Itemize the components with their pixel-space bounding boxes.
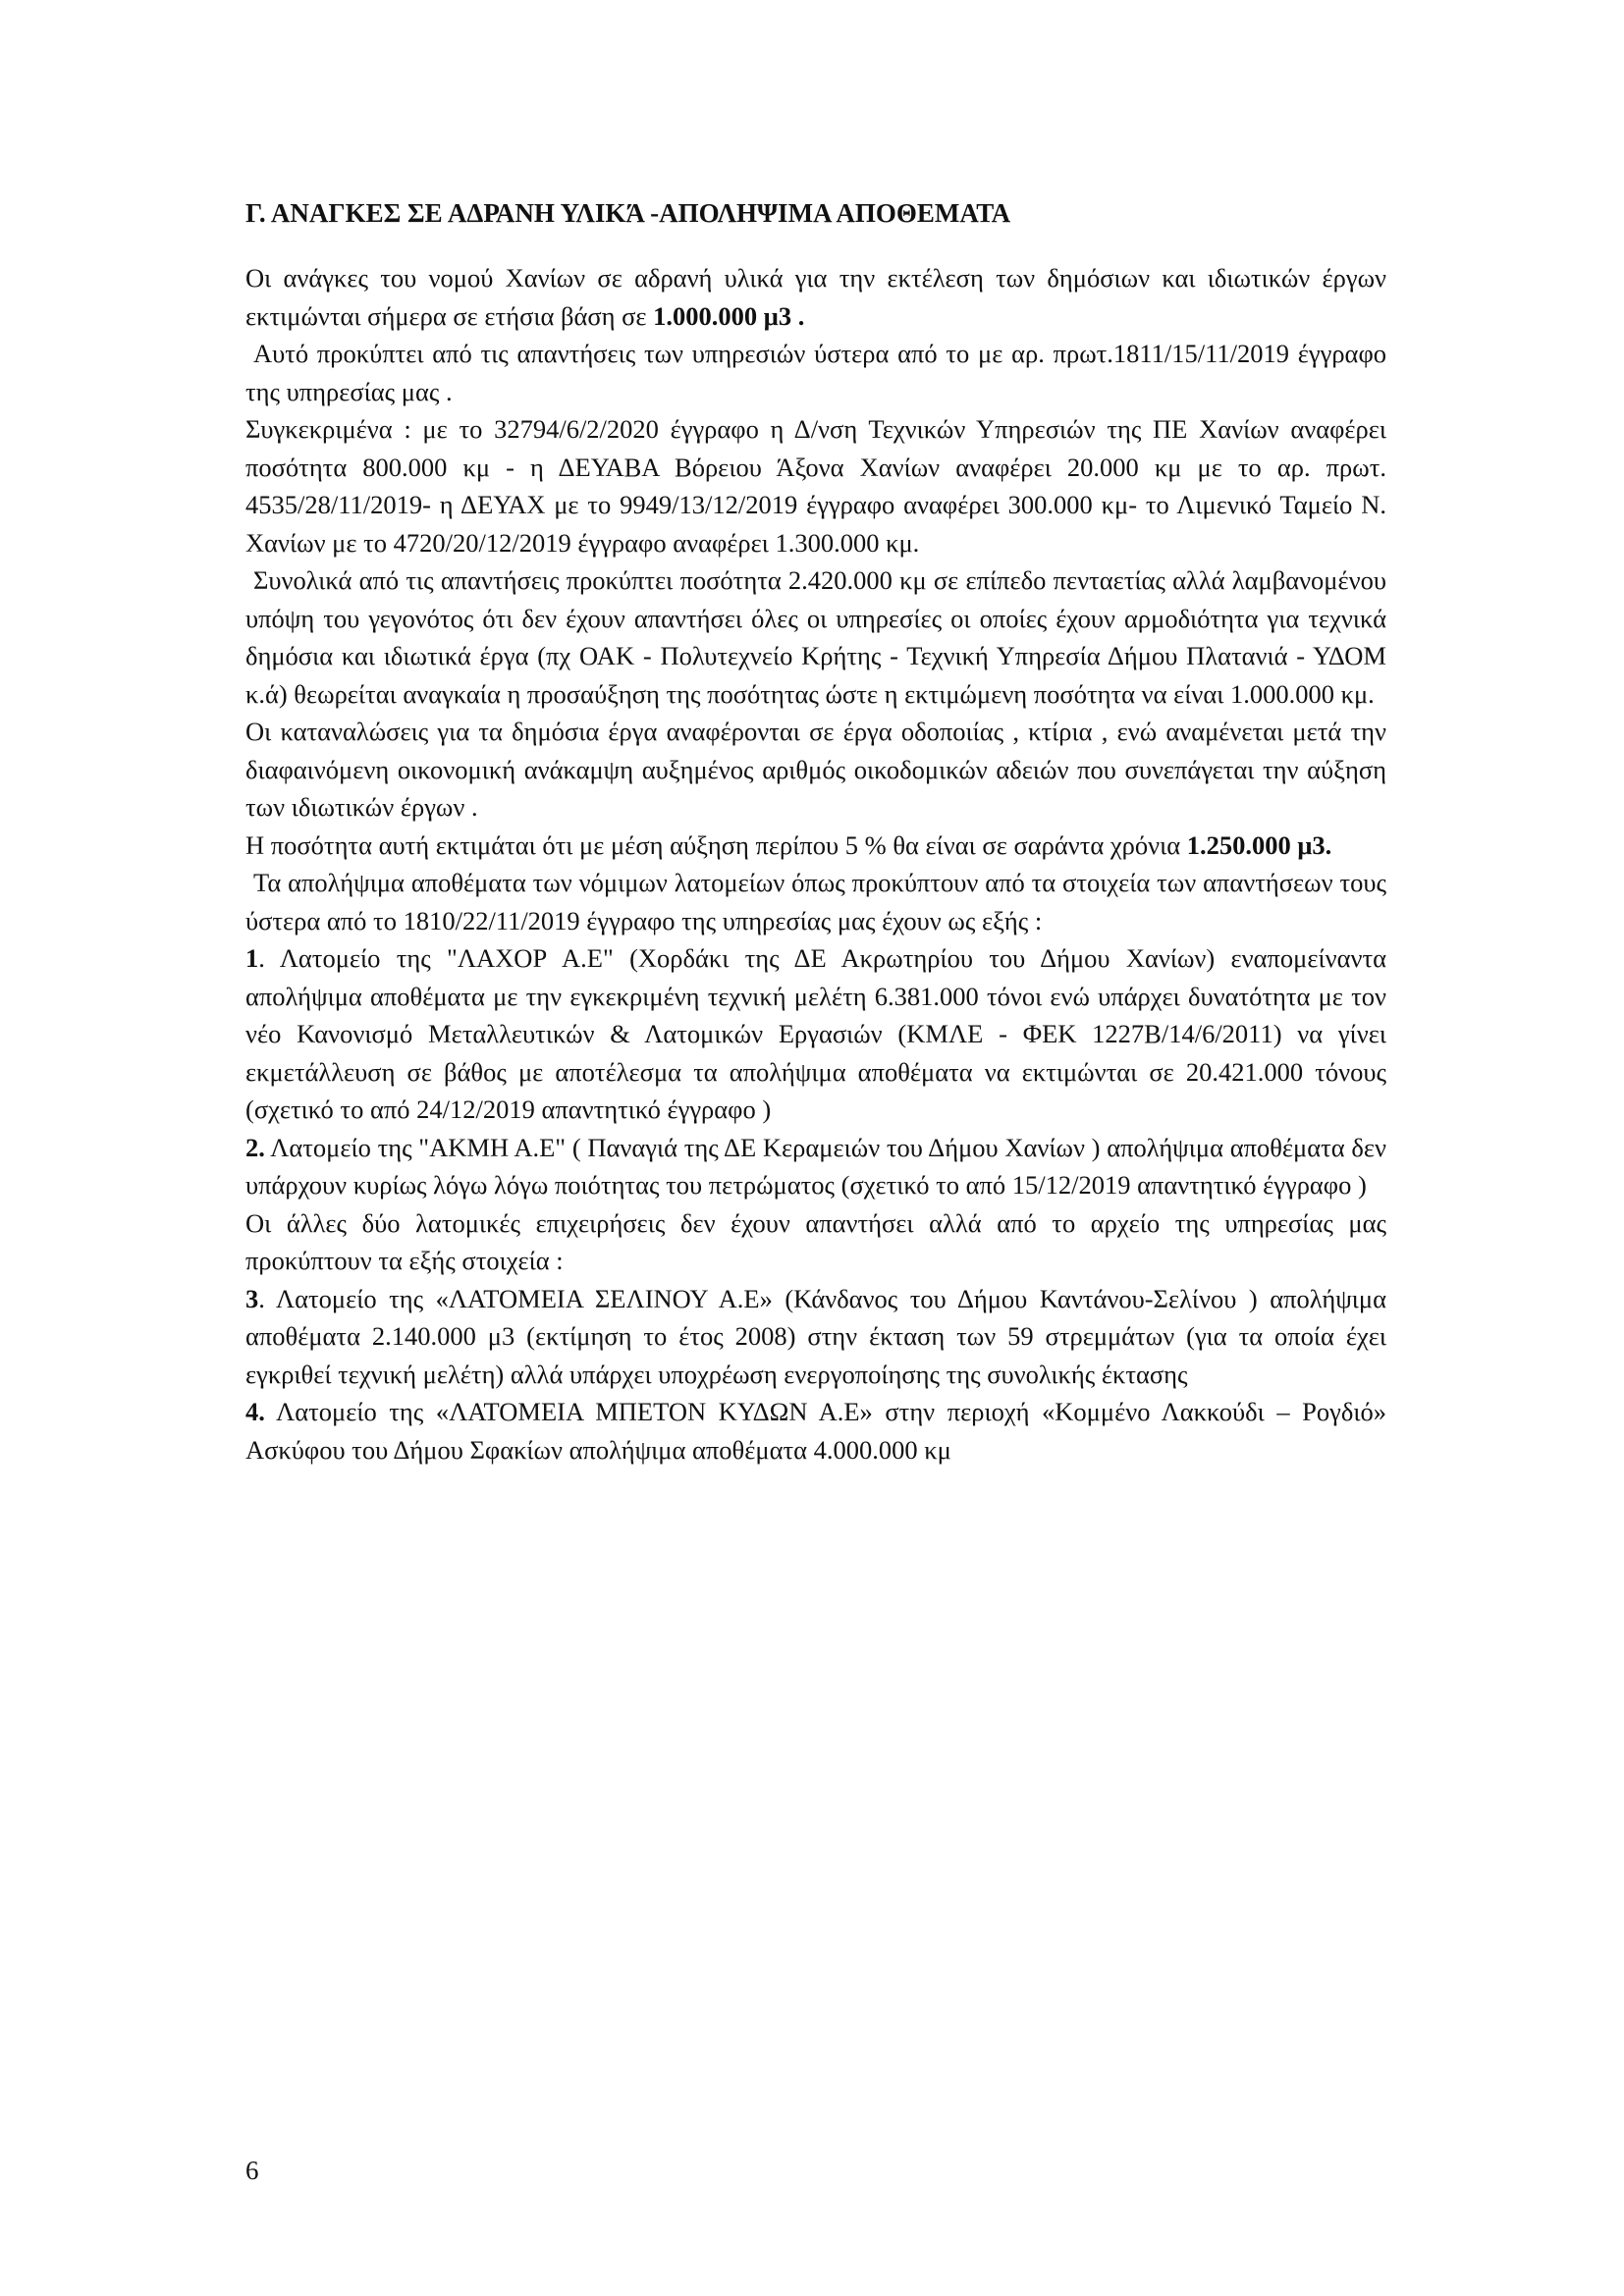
paragraph-consumption: Οι καταναλώσεις για τα δημόσια έργα αναφέρονται σε έργα οδοποιίας , κτίρια , ενώ αναμένεται μετά την διαφαινόμενη οικονομική ανάκαμψη αυξημένος αριθμός οικοδομικών αδειών που συνεπάγεται την αύξηση των ιδιωτικών έργων . (245, 717, 1386, 822)
bold-quantity: 1.000.000 μ3 . (653, 300, 805, 331)
paragraph-text: Οι ανάγκες του νομού Χανίων σε αδρανή υλικά για την εκτέλεση των δημόσιων και ιδιωτικών έργων εκτιμώνται σήμερα σε ετήσια βάση σε (245, 263, 1386, 331)
paragraph-reserves: Τα απολήψιμα αποθέματα των νόμιμων λατομείων όπως προκύπτουν από τα στοιχεία των απαντήσεων τους ύστερα από το 1810/22/11/2019 έγγραφο της υπηρεσίας μας έχουν ως εξής : (245, 868, 1386, 935)
page-number: 6 (245, 2156, 259, 2185)
item-number: 1 (245, 943, 259, 973)
section-heading: Γ. ΑΝΑΓΚΕΣ ΣΕ ΑΔΡΑΝΗ ΥΛΙΚΆ -ΑΠΟΛΗΨΙΜΑ ΑΠΟΘΕΜΑΤΑ (245, 198, 1011, 228)
item-text: . Λατομείο της "ΛΑΧΟΡ Α.Ε" (Χορδάκι της ΔΕ Ακρωτηρίου του Δήμου Χανίων) εναπομείναντα απολήψιμα αποθέματα με την εγκεκριμένη τεχνική μελέτη 6.381.000 τόνοι ενώ υπάρχει δυνατότητα με τον νέο Κανονισμό Μεταλλευτικών & Λατομικών Εργασιών (ΚΜΛΕ - ΦΕΚ 1227Β/14/6/2011) να γίνει εκμετάλλευση σε βάθος με αποτέλεσμα τα απολήψιμα αποθέματα να εκτιμώνται σε 20.421.000 τόνους (σχετικό το από 24/12/2019 απαντητικό έγγραφο ) (245, 943, 1386, 1124)
paragraph-total: Συνολικά από τις απαντήσεις προκύπτει ποσότητα 2.420.000 κμ σε επίπεδο πενταετίας αλλά λαμβανομένου υπόψη του γεγονότος ότι δεν έχουν απαντήσει όλες οι υπηρεσίες οι οποίες έχουν αρμοδιότητα για τεχνικά δημόσια και ιδιωτικά έργα (πχ ΟΑΚ - Πολυτεχνείο Κρήτης - Τεχνική Υπηρεσία Δήμου Πλατανιά - ΥΔΟΜ κ.ά) θεωρείται αναγκαία η προσαύξηση της ποσότητας ώστε η εκτιμώμενη ποσότητα να είναι 1.000.000 κμ. (245, 565, 1386, 709)
quarry-item-2 (245, 1129, 1386, 1204)
paragraph-needs (245, 259, 1386, 335)
item-number: 3 (245, 1283, 259, 1313)
paragraph-text: Η ποσότητα αυτή εκτιμάται ότι με μέση αύξηση περίπου 5 % θα είναι σε σαράντα χρόνια (245, 829, 1187, 860)
bold-quantity: 1.250.000 μ3. (1186, 829, 1332, 860)
paragraph-estimate (245, 827, 1386, 865)
item-text: Λατομείο της «ΛΑΤΟΜΕΙΑ ΜΠΕΤΟΝ ΚΥΔΩΝ Α.Ε» στην περιοχή «Κομμένο Λακκούδι – Ρογδιό» Ασκύφου του Δήμου Σφακίων απολήψιμα αποθέματα 4.000.000 κμ (245, 1397, 1386, 1465)
document-page (245, 196, 1386, 1468)
quarry-item-4 (245, 1393, 1386, 1468)
item-number: 2. (245, 1132, 265, 1162)
item-number: 4. (245, 1397, 265, 1426)
paragraph-other-quarries: Οι άλλες δύο λατομικές επιχειρήσεις δεν έχουν απαντήσει αλλά από το αρχείο της υπηρεσίας μας προκύπτουν τα εξής στοιχεία : (245, 1207, 1386, 1275)
item-text: . Λατομείο της «ΛΑΤΟΜΕΙΑ ΣΕΛΙΝΟΥ Α.Ε» (Κάνδανος του Δήμου Καντάνου-Σελίνου ) απολήψιμα αποθέματα 2.140.000 μ3 (εκτίμηση το έτος 2008) στην έκταση των 59 στρεμμάτων (για τα οποία έχει εγκριθεί τεχνική μελέτη) αλλά υπάρχει υποχρέωση ενεργοποίησης της συνολικής έκτασης (245, 1283, 1386, 1389)
paragraph-source: Αυτό προκύπτει από τις απαντήσεις των υπηρεσιών ύστερα από το με αρ. πρωτ.1811/15/11/2019 έγγραφο της υπηρεσίας μας . (245, 339, 1386, 406)
document-body (245, 259, 1386, 1468)
paragraph-details: Συγκεκριμένα : με το 32794/6/2/2020 έγγραφο η Δ/νση Τεχνικών Υπηρεσιών της ΠΕ Χανίων αναφέρει ποσότητα 800.000 κμ - η ΔΕΥΑΒΑ Βόρειου Άξονα Χανίων αναφέρει 20.000 κμ με το αρ. πρωτ. 4535/28/11/2019- η ΔΕΥΑΧ με το 9949/13/12/2019 έγγραφο αναφέρει 300.000 κμ- το Λιμενικό Ταμείο Ν. Χανίων με το 4720/20/12/2019 έγγραφο αναφέρει 1.300.000 κμ. (245, 414, 1386, 558)
quarry-item-1 (245, 939, 1386, 1129)
quarry-item-3 (245, 1280, 1386, 1394)
item-text: Λατομείο της "ΑΚΜΗ Α.Ε" ( Παναγιά της ΔΕ Κεραμειών του Δήμου Χανίων ) απολήψιμα αποθέματα δεν υπάρχουν κυρίως λόγω λόγω ποιότητας του πετρώματος (σχετικό το από 15/12/2019 απαντητικό έγγραφο ) (245, 1132, 1386, 1200)
